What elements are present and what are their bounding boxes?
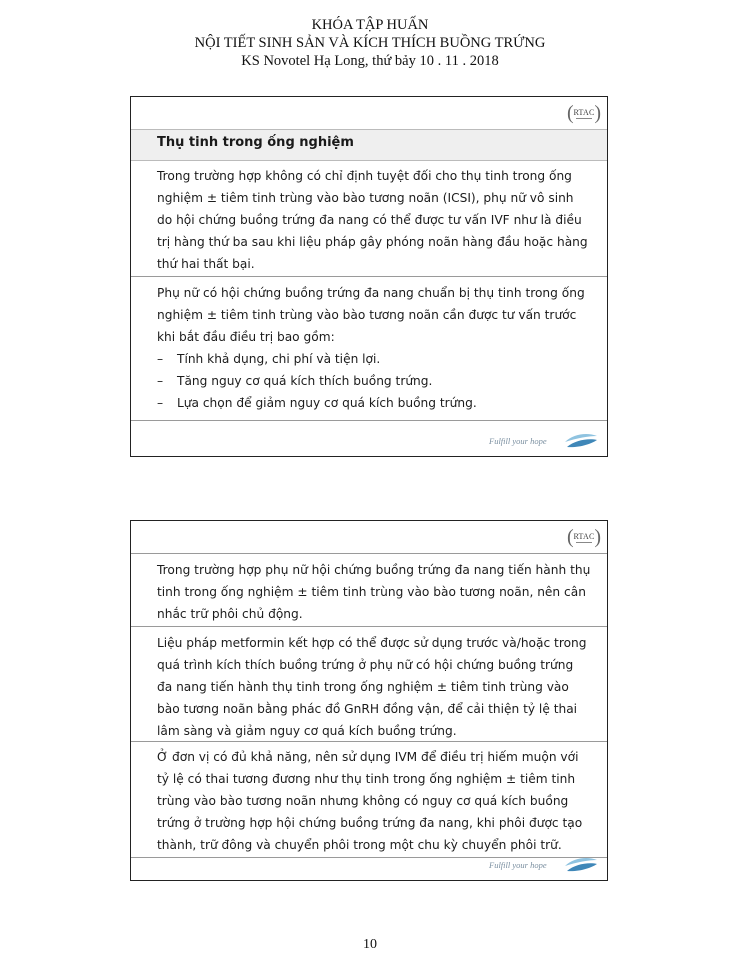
bullet-text: Lựa chọn để giảm nguy cơ quá kích buồng trứng. xyxy=(177,396,477,410)
bullet-dash: – xyxy=(157,396,164,410)
bullet-item xyxy=(157,348,591,370)
rtac-logo: ( RTAC ) xyxy=(567,526,601,548)
bullet-text: Tăng nguy cơ quá kích thích buồng trứng. xyxy=(177,374,433,388)
slide-footer xyxy=(489,852,599,874)
bullet-item xyxy=(157,370,591,392)
slide-title: Thụ tinh trong ống nghiệm xyxy=(157,135,354,150)
slide-title-bar xyxy=(131,129,607,161)
bullet-dash: – xyxy=(157,352,164,366)
divider xyxy=(131,420,607,421)
rtac-logo: ( RTAC ) xyxy=(567,102,601,124)
page-number: 10 xyxy=(363,937,377,952)
divider xyxy=(131,741,607,742)
divider xyxy=(131,626,607,627)
bullet-text: Tính khả dụng, chi phí và tiện lợi. xyxy=(177,352,381,366)
slide1-paragraph-2-text: Phụ nữ có hội chứng buồng trứng đa nang chuẩn bị thụ tinh trong ống nghiệm ± tiêm tinh trùng vào bào tương noãn cần được tư vấn trước khi bắt đầu điều trị bao gồm: xyxy=(157,286,585,344)
slide2-paragraph-3: Ở đơn vị có đủ khả năng, nên sử dụng IVM để điều trị hiếm muộn với tỷ lệ có thai tương đương như thụ tinh trong ống nghiệm ± tiêm tinh trùng vào bào tương noãn nhưng không có nguy cơ quá kích buồng trứng ở trường hợp hội chứng buồng trứng đa nang, khi phôi được tạo thành, trữ đông và chuyển phôi trong một chu kỳ chuyển phôi trữ. xyxy=(157,750,583,852)
wave-logo-icon xyxy=(563,856,599,874)
divider xyxy=(131,553,607,554)
slide-1 xyxy=(130,96,608,457)
rtac-logo-text: RTAC xyxy=(573,532,595,541)
slide2-paragraph-2: Liệu pháp metformin kết hợp có thể được sử dụng trước và/hoặc trong quá trình kích thích buồng trứng ở phụ nữ có hội chứng buồng trứng đa nang tiến hành thụ tinh trong ống nghiệm ± tiêm tinh trùng vào bào tương noãn bằng phác đồ GnRH đồng vận, để cải thiện tỷ lệ thai lâm sàng và giảm nguy cơ quá kích buồng trứng. xyxy=(157,636,587,738)
bullet-dash: – xyxy=(157,374,164,388)
slide1-paragraph-2 xyxy=(131,282,607,414)
header-line-2: NỘI TIẾT SINH SẢN VÀ KÍCH THÍCH BUỒNG TRỨNG xyxy=(194,35,546,51)
bullet-item xyxy=(157,392,591,414)
slide-footer xyxy=(489,428,599,450)
slide1-paragraph-1: Trong trường hợp không có chỉ định tuyệt đối cho thụ tinh trong ống nghiệm ± tiêm tinh trùng vào bào tương noãn (ICSI), phụ nữ vô sinh do hội chứng buồng trứng đa nang có thể được tư vấn IVF như là điều trị hàng thứ ba sau khi liệu pháp gây phóng noãn hàng đầu hoặc hàng thứ hai thất bại. xyxy=(157,169,588,271)
wave-logo-icon xyxy=(563,432,599,450)
document-header xyxy=(0,16,740,70)
divider xyxy=(131,276,607,277)
footer-slogan: Fulfill your hope xyxy=(489,860,547,870)
header-line-1: KHÓA TẬP HUẤN xyxy=(311,17,429,33)
header-line-3: KS Novotel Hạ Long, thứ bảy 10 . 11 . 2018 xyxy=(241,53,499,69)
slide-2 xyxy=(130,520,608,881)
slide2-paragraph-1: Trong trường hợp phụ nữ hội chứng buồng trứng đa nang tiến hành thụ tinh trong ống nghiệm ± tiêm tinh trùng vào bào tương noãn, nên cân nhắc trữ phôi chủ động. xyxy=(157,563,591,621)
footer-slogan: Fulfill your hope xyxy=(489,436,547,446)
rtac-logo-text: RTAC xyxy=(573,108,595,117)
